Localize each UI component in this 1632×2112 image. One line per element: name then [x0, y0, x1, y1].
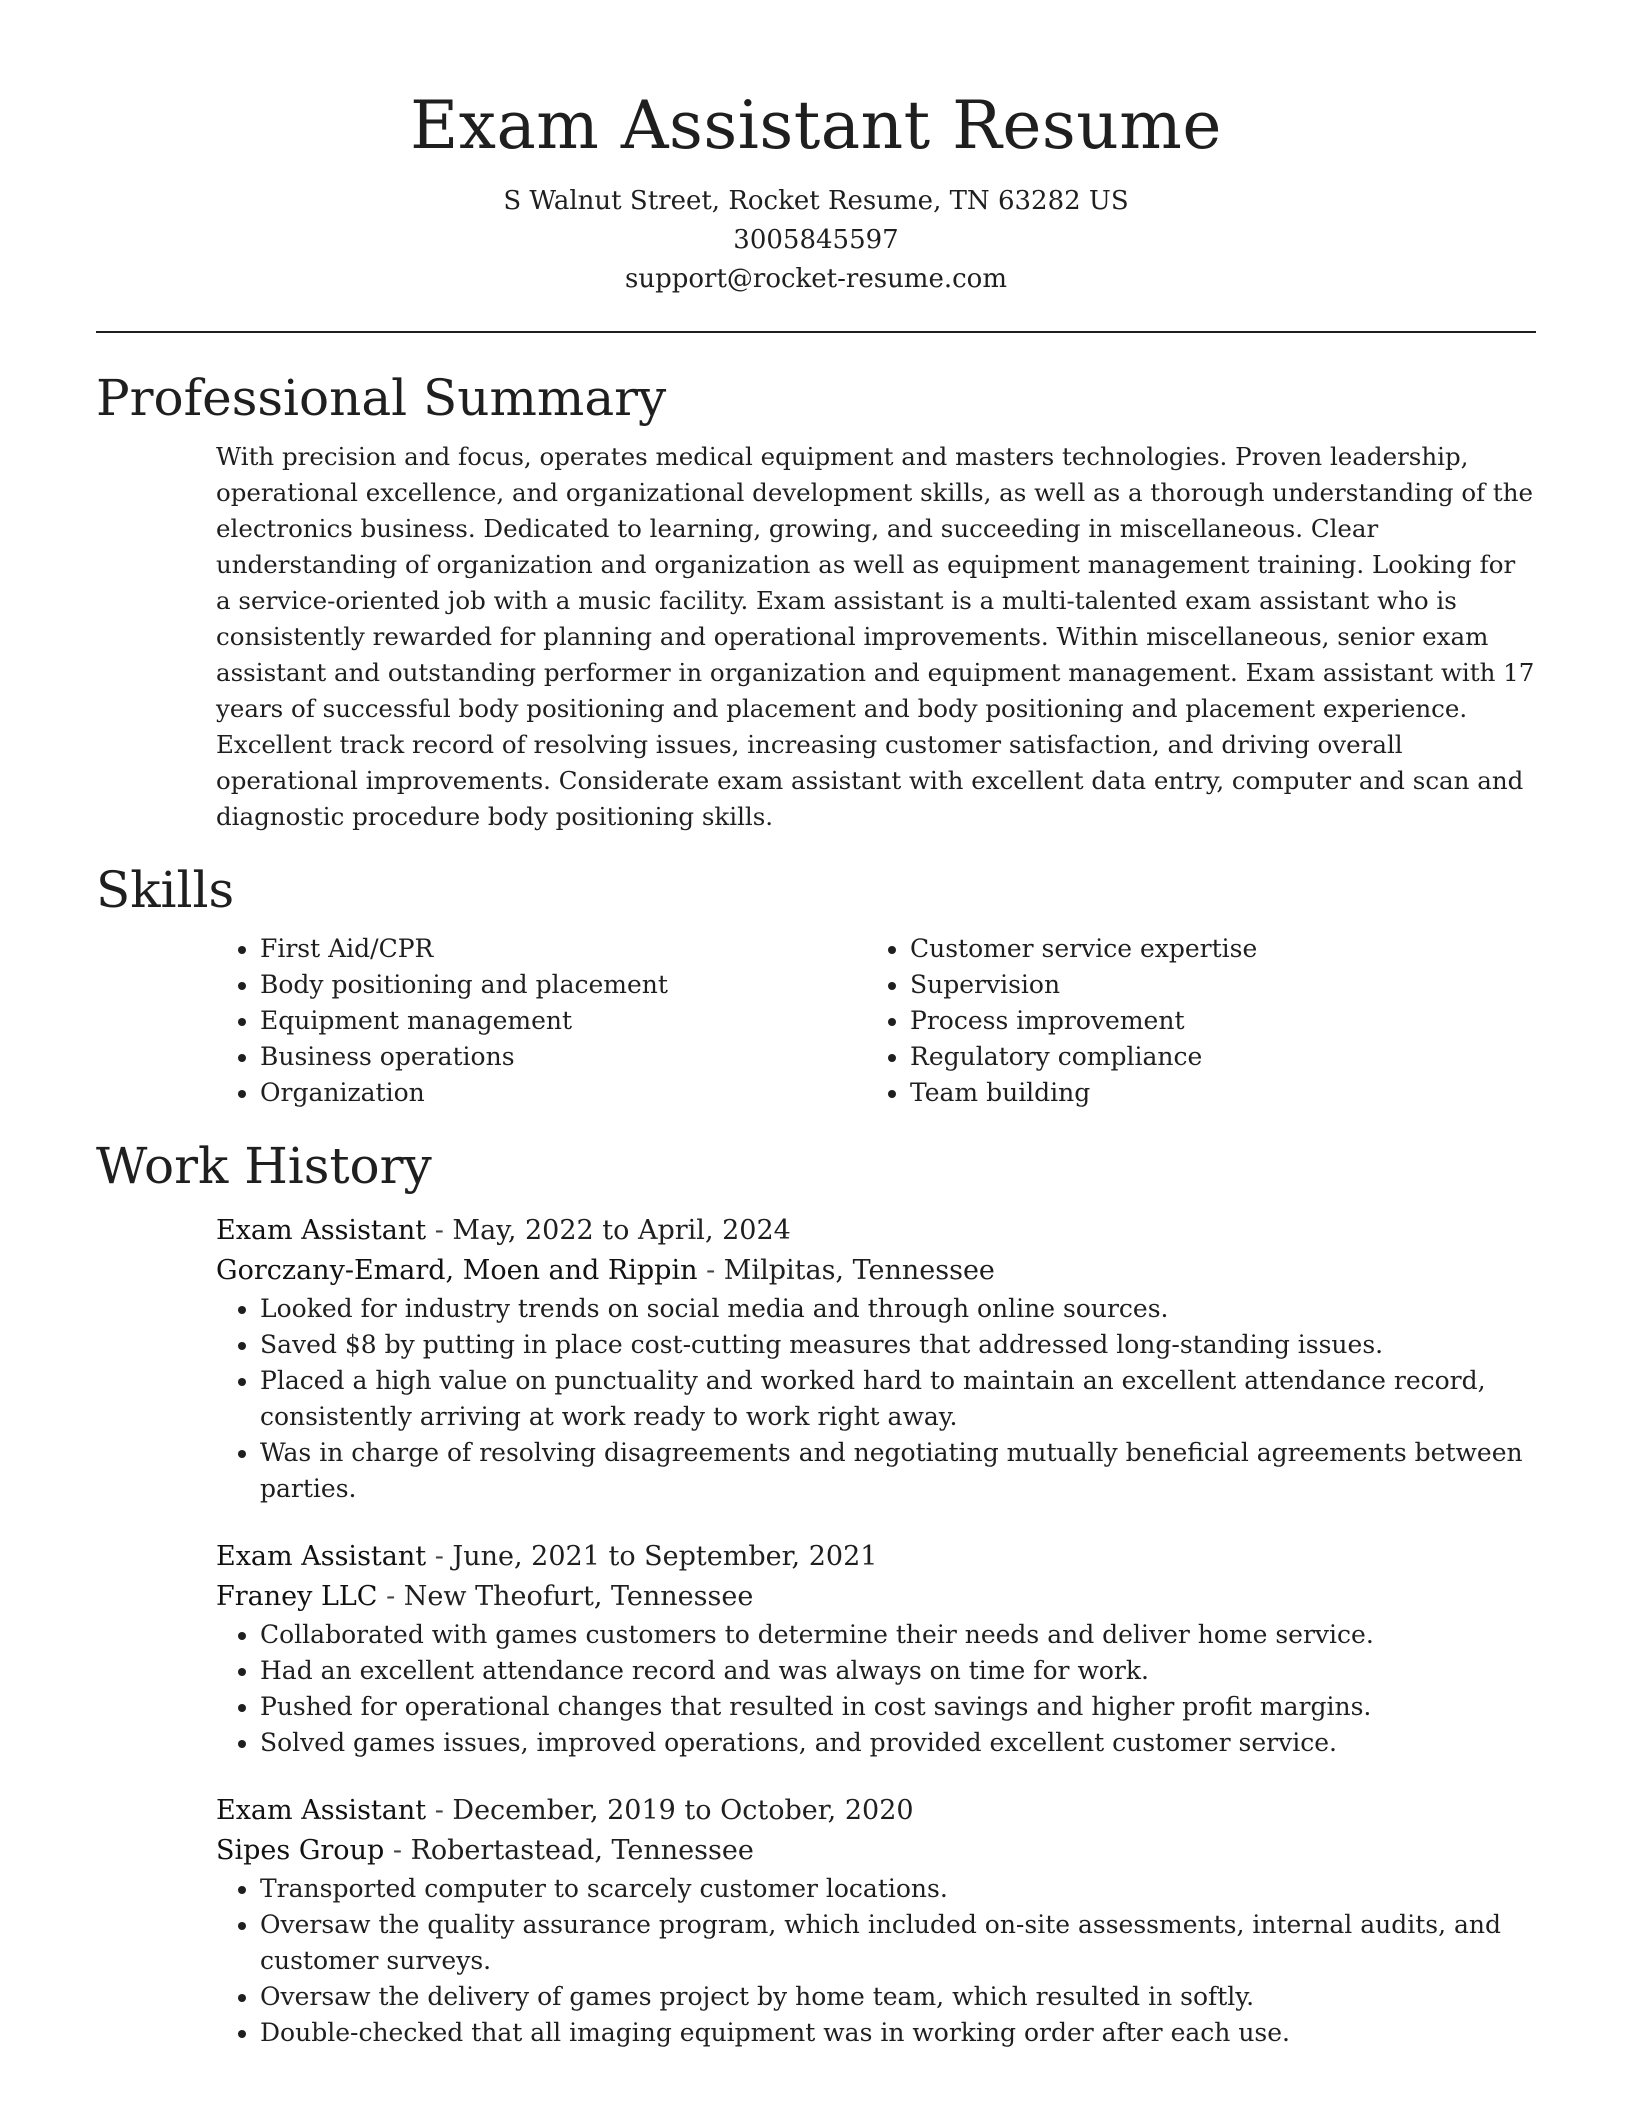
skill-item: • Body positioning and placement — [260, 967, 866, 1003]
skill-item: • Organization — [260, 1075, 866, 1111]
skill-item: • Supervision — [910, 967, 1516, 1003]
job-duty: • Solved games issues, improved operations, and provided excellent customer service. — [260, 1725, 1536, 1761]
job-separator: - — [434, 1541, 444, 1572]
job-role-line — [216, 1791, 1536, 1831]
job-location: Milpitas, Tennessee — [723, 1255, 995, 1286]
job-entry — [216, 1537, 1536, 1761]
work-history-heading: Work History — [96, 1137, 432, 1195]
skill-item: • Equipment management — [260, 1003, 866, 1039]
skill-item: • Regulatory compliance — [910, 1039, 1516, 1075]
job-role-line — [216, 1211, 1536, 1251]
job-duties-list — [216, 1291, 1536, 1507]
job-separator: - — [706, 1255, 716, 1286]
job-duty: • Pushed for operational changes that resulted in cost savings and higher profit margins. — [260, 1689, 1536, 1725]
job-duties-list — [216, 1871, 1536, 2051]
job-dates: May, 2022 to April, 2024 — [452, 1215, 791, 1246]
skill-item: • Team building — [910, 1075, 1516, 1111]
job-role: Exam Assistant — [216, 1795, 427, 1826]
contact-block — [96, 182, 1536, 299]
job-dates: June, 2021 to September, 2021 — [452, 1541, 878, 1572]
skill-item: • Customer service expertise — [910, 931, 1516, 967]
job-separator: - — [434, 1215, 444, 1246]
skill-item: • Business operations — [260, 1039, 866, 1075]
job-duty: • Was in charge of resolving disagreements and negotiating mutually beneficial agreements between parties. — [260, 1435, 1536, 1507]
resume-page — [96, 0, 1536, 2051]
skill-item: • First Aid/CPR — [260, 931, 866, 967]
skills-list-left — [216, 931, 866, 1111]
skills-list-right — [866, 931, 1516, 1111]
job-company-line — [216, 1831, 1536, 1871]
contact-phone: 3005845597 — [733, 225, 899, 255]
job-company: Gorczany-Emard, Moen and Rippin — [216, 1255, 698, 1286]
job-role: Exam Assistant — [216, 1541, 427, 1572]
header-divider — [96, 331, 1536, 333]
job-separator: - — [434, 1795, 444, 1826]
skill-item: • Process improvement — [910, 1003, 1516, 1039]
job-role-line — [216, 1537, 1536, 1577]
job-duty: • Had an excellent attendance record and was always on time for work. — [260, 1653, 1536, 1689]
job-company-line — [216, 1251, 1536, 1291]
job-entry — [216, 1211, 1536, 1507]
job-duty: • Double-checked that all imaging equipment was in working order after each use. — [260, 2015, 1536, 2051]
job-company: Sipes Group — [216, 1835, 385, 1866]
job-duty: • Oversaw the quality assurance program, which included on-site assessments, internal audits, and customer surveys. — [260, 1907, 1536, 1979]
summary-text: With precision and focus, operates medical equipment and masters technologies. Proven leadership, operational excellence, and organizational development skills, as well as a thorough understanding of the electronics business. Dedicated to learning, growing, and succeeding in miscellaneous. Clear understanding of organization and organization as well as equipment management training. Looking for a service-oriented job with a music facility. Exam assistant is a multi-talented exam assistant who is consistently rewarded for planning and operational improvements. Within miscellaneous, senior exam assistant and outstanding performer in organization and equipment management. Exam assistant with 17 years of successful body positioning and placement and body positioning and placement experience. Excellent track record of resolving issues, increasing customer satisfaction, and driving overall operational improvements. Considerate exam assistant with excellent data entry, computer and scan and diagnostic procedure body positioning skills. — [216, 442, 1535, 831]
job-duty: • Saved $8 by putting in place cost-cutting measures that addressed long-standing issues. — [260, 1327, 1536, 1363]
job-separator: - — [386, 1581, 396, 1612]
job-duty: • Placed a high value on punctuality and worked hard to maintain an excellent attendance record, consistently arriving at work ready to work right away. — [260, 1363, 1536, 1435]
job-company-line — [216, 1577, 1536, 1617]
job-duty: • Collaborated with games customers to determine their needs and deliver home service. — [260, 1617, 1536, 1653]
resume-title: Exam Assistant Resume — [410, 87, 1222, 164]
skills-grid — [216, 931, 1536, 1111]
job-duty: • Looked for industry trends on social media and through online sources. — [260, 1291, 1536, 1327]
job-duty: • Oversaw the delivery of games project by home team, which resulted in softly. — [260, 1979, 1536, 2015]
job-duty: • Transported computer to scarcely customer locations. — [260, 1871, 1536, 1907]
resume-header — [96, 0, 1536, 299]
job-separator: - — [392, 1835, 402, 1866]
contact-address: S Walnut Street, Rocket Resume, TN 63282 US — [503, 186, 1129, 216]
job-entry — [216, 1791, 1536, 2051]
job-company: Franey LLC — [216, 1581, 378, 1612]
job-dates: December, 2019 to October, 2020 — [452, 1795, 914, 1826]
job-role: Exam Assistant — [216, 1215, 427, 1246]
job-location: New Theofurt, Tennessee — [403, 1581, 754, 1612]
summary-heading: Professional Summary — [96, 369, 667, 427]
job-duties-list — [216, 1617, 1536, 1761]
job-location: Robertastead, Tennessee — [410, 1835, 754, 1866]
contact-email: support@rocket-resume.com — [624, 264, 1007, 294]
skills-heading: Skills — [96, 861, 235, 919]
